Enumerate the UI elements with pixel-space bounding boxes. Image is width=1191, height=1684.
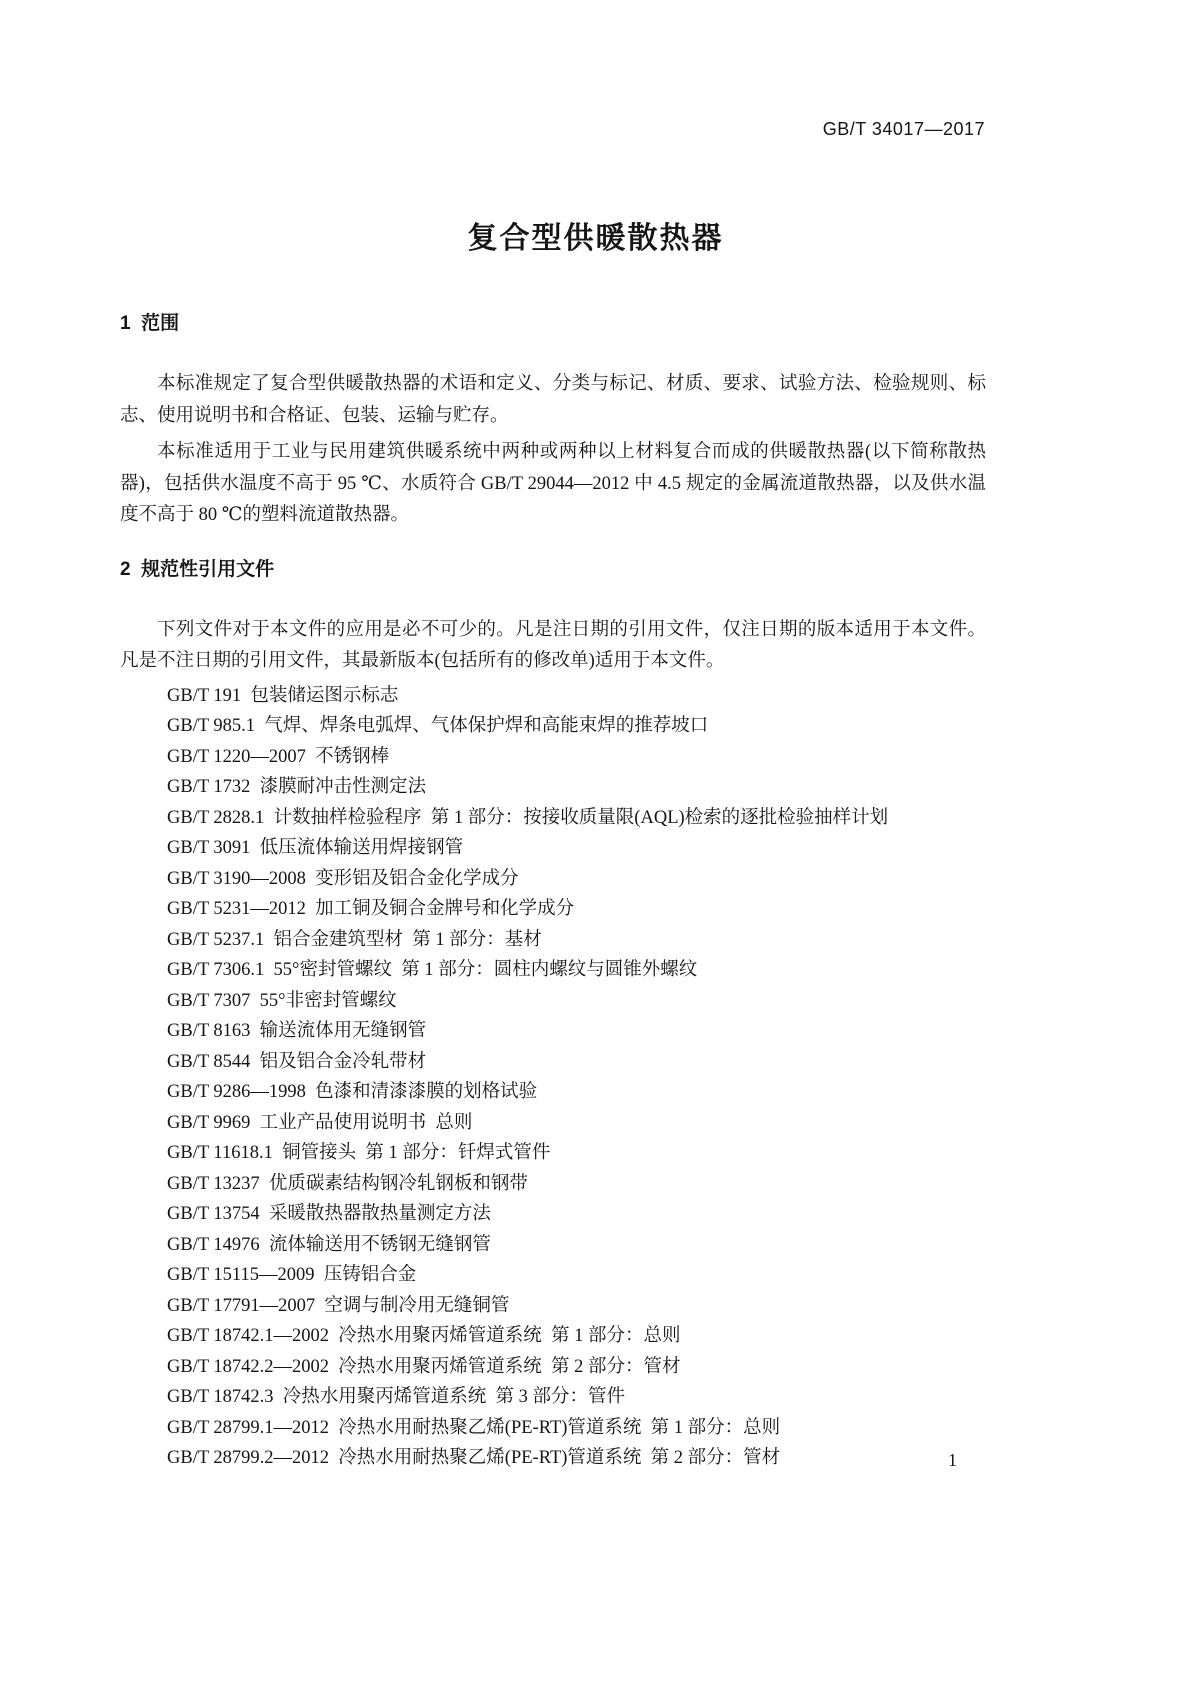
reference-item: GB/T 13237 优质碳素结构钢冷轧钢板和钢带 [167, 1173, 528, 1194]
reference-item: GB/T 7306.1 55°密封管螺纹 第 1 部分：圆柱内螺纹与圆锥外螺纹 [167, 960, 698, 980]
references-list [167, 681, 986, 1474]
reference-item: GB/T 191 包装储运图示标志 [167, 685, 399, 706]
reference-item: GB/T 7307 55°非密封管螺纹 [167, 990, 397, 1011]
reference-item: GB/T 18742.1—2002 冷热水用聚丙烯管道系统 第 1 部分：总则 [167, 1326, 681, 1346]
reference-item: GB/T 5231—2012 加工铜及铜合金牌号和化学成分 [167, 899, 575, 919]
section-1-paragraph-2: 本标准适用于工业与民用建筑供暖系统中两种或两种以上材料复合而成的供暖散热器(以下简称散热器)，包括供水温度不高于 95 ℃、水质符合 GB/T 29044—2012 中 4.5 规定的金属流道散热器，以及供水温度不高于 80 ℃的塑料流道散热器。 [120, 442, 986, 525]
reference-item: GB/T 985.1 气焊、焊条电弧焊、气体保护焊和高能束焊的推荐坡口 [167, 716, 709, 736]
reference-item: GB/T 28799.1—2012 冷热水用耐热聚乙烯(PE-RT)管道系统 第 1 部分：总则 [167, 1417, 781, 1438]
reference-item: GB/T 8544 铝及铝合金冷轧带材 [167, 1051, 427, 1072]
reference-item: GB/T 9286—1998 色漆和清漆漆膜的划格试验 [167, 1082, 538, 1102]
reference-item: GB/T 18742.3 冷热水用聚丙烯管道系统 第 3 部分：管件 [167, 1387, 626, 1407]
reference-item: GB/T 8163 输送流体用无缝钢管 [167, 1021, 427, 1041]
doc-number: GB/T 34017—2017 [822, 119, 985, 139]
reference-item: GB/T 14976 流体输送用不锈钢无缝钢管 [167, 1234, 491, 1255]
section-1-heading: 1 范围 [120, 313, 180, 334]
section-2-heading: 2 规范性引用文件 [120, 558, 275, 580]
reference-item: GB/T 5237.1 铝合金建筑型材 第 1 部分：基材 [167, 929, 542, 950]
reference-item: GB/T 9969 工业产品使用说明书 总则 [167, 1112, 473, 1133]
reference-item: GB/T 15115—2009 压铸铝合金 [167, 1265, 417, 1285]
reference-item: GB/T 28799.2—2012 冷热水用耐热聚乙烯(PE-RT)管道系统 第 2 部分：管材 [167, 1448, 781, 1468]
reference-item: GB/T 3190—2008 变形铝及铝合金化学成分 [167, 868, 519, 889]
reference-item: GB/T 17791—2007 空调与制冷用无缝铜管 [167, 1295, 510, 1316]
reference-item: GB/T 18742.2—2002 冷热水用聚丙烯管道系统 第 2 部分：管材 [167, 1356, 681, 1377]
section-2-intro-paragraph: 下列文件对于本文件的应用是必不可少的。凡是注日期的引用文件，仅注日期的版本适用于本文件。凡是不注日期的引用文件，其最新版本(包括所有的修改单)适用于本文件。 [120, 619, 986, 671]
page-number: 1 [948, 1450, 957, 1470]
reference-item: GB/T 3091 低压流体输送用焊接钢管 [167, 838, 464, 858]
section-1-paragraph-1: 本标准规定了复合型供暖散热器的术语和定义、分类与标记、材质、要求、试验方法、检验规则、标志、使用说明书和合格证、包装、运输与贮存。 [120, 374, 986, 426]
reference-item: GB/T 11618.1 铜管接头 第 1 部分：钎焊式管件 [167, 1143, 551, 1163]
reference-item: GB/T 13754 采暖散热器散热量测定方法 [167, 1204, 491, 1224]
reference-item: GB/T 1220—2007 不锈钢棒 [167, 746, 390, 767]
document-body [120, 312, 986, 1474]
doc-title: 复合型供暖散热器 [467, 222, 724, 255]
reference-item: GB/T 2828.1 计数抽样检验程序 第 1 部分：按接收质量限(AQL)检索的逐批检验抽样计划 [167, 807, 889, 828]
reference-item: GB/T 1732 漆膜耐冲击性测定法 [167, 777, 427, 797]
